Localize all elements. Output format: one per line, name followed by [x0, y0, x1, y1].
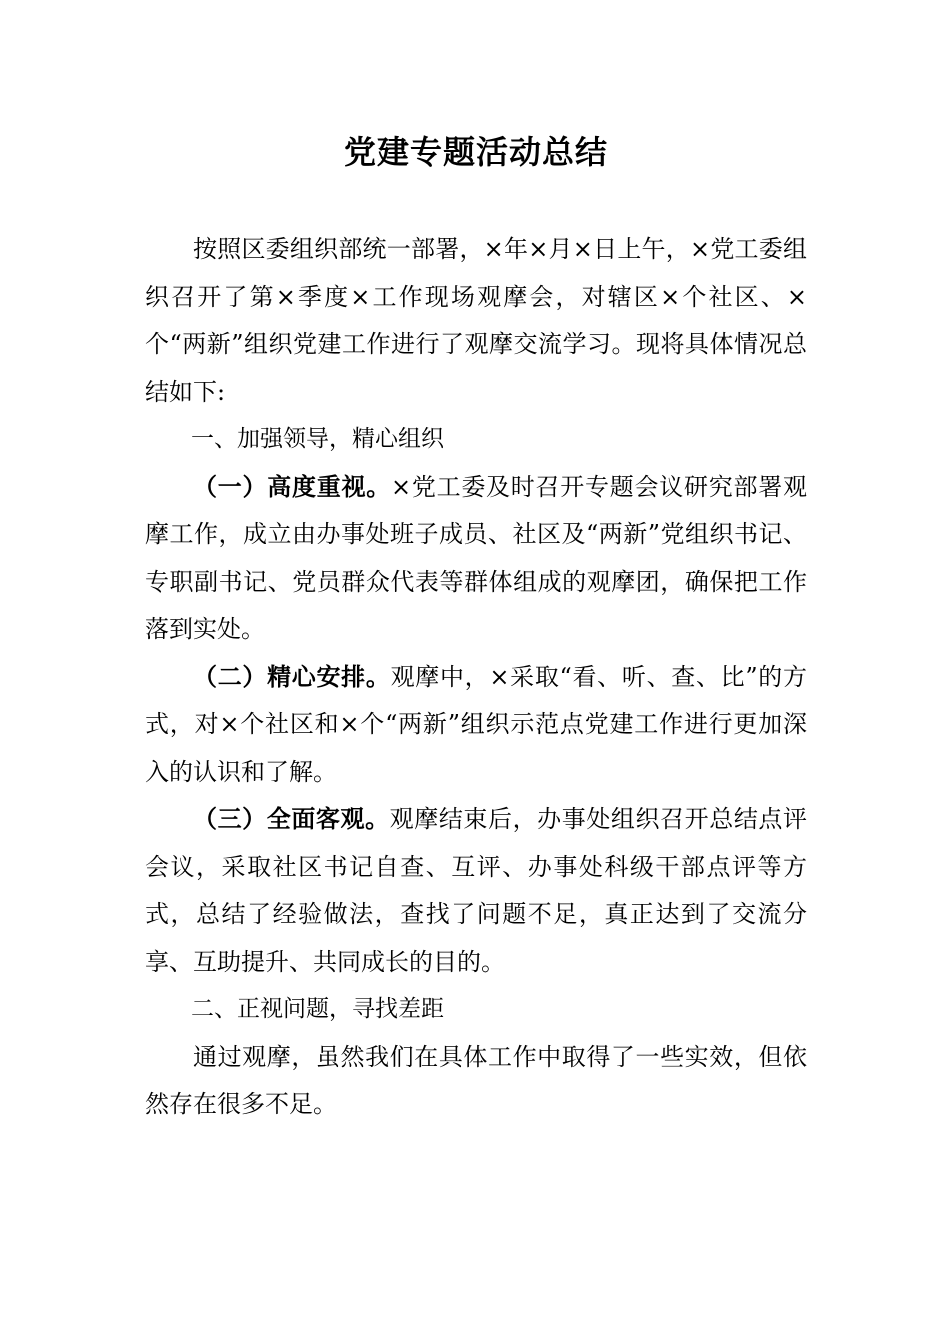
section-1-heading: 一、加强领导，精心组织 [191, 426, 444, 452]
item-3-lead: （三）全面客观。 [193, 805, 390, 833]
intro-paragraph: 按照区委组织部统一部署，×年×月×日上午，×党工委组织召开了第×季度×工作现场观摩会，对辖区×个社区、×个“两新”组织党建工作进行了观摩交流学习。现将具体情况总结如下: [145, 235, 807, 406]
item-2-text: 观摩中，×采取“看、听、查、比”的方式，对×个社区和×个“两新”组织示范点党建工作进行更加深入的认识和了解。 [145, 662, 808, 786]
item-2-lead: （二）精心安排。 [193, 662, 391, 691]
item-3-text: 观摩结束后，办事处组织召开总结点评会议，采取社区书记自查、互评、办事处科级干部点评等方式，总结了经验做法，查找了问题不足，真正达到了交流分享、互助提升、共同成长的目的。 [145, 805, 808, 976]
section-1-item-3 [145, 796, 807, 986]
document-body [145, 226, 807, 1129]
document-title: 党建专题活动总结 [343, 133, 608, 171]
section-2-paragraph: 通过观摩，虽然我们在具体工作中取得了一些实效，但依然存在很多不足。 [145, 1042, 807, 1118]
section-1-item-2 [145, 654, 807, 797]
section-1-item-1 [145, 464, 807, 654]
section-2-heading: 二、正视问题，寻找差距 [191, 996, 444, 1022]
item-1-text: ×党工委及时召开专题会议研究部署观摩工作，成立由办事处班子成员、社区及“两新”党组织书记、专职副书记、党员群众代表等群体组成的观摩团，确保把工作落到实处。 [145, 472, 808, 643]
item-1-lead: （一）高度重视。 [193, 472, 391, 501]
